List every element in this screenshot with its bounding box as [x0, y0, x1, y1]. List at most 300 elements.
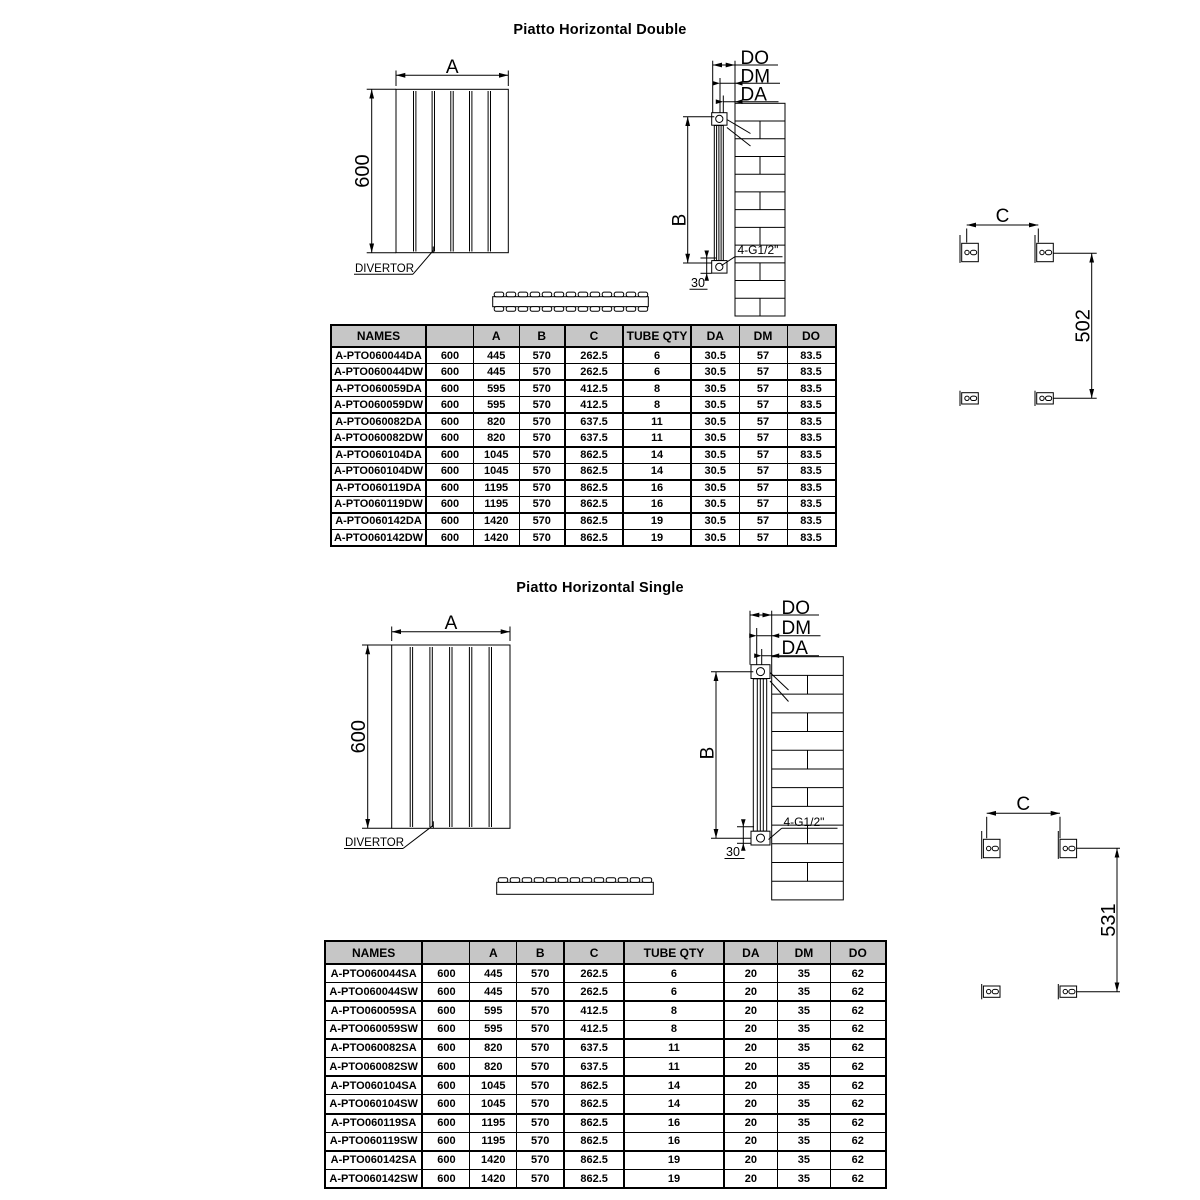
- table-cell: 83.5: [787, 397, 836, 414]
- table-row: [325, 964, 886, 983]
- table-cell: 600: [422, 1020, 470, 1039]
- table-cell: 570: [517, 1020, 565, 1039]
- wall-bracket: [982, 831, 1000, 859]
- table-cell: 412.5: [565, 380, 623, 397]
- table-cell: A-PTO060119DW: [331, 496, 426, 513]
- table-cell: 14: [624, 1076, 724, 1095]
- table-cell: 1195: [474, 480, 520, 497]
- table-cell: 600: [426, 397, 474, 414]
- table-cell: 570: [519, 513, 565, 530]
- table-cell: 570: [517, 1114, 565, 1133]
- table-cell: 30.5: [691, 430, 739, 447]
- table-cell: 570: [519, 463, 565, 480]
- table-cell: A-PTO060044DA: [331, 347, 426, 364]
- double-bracket-layout: [960, 206, 1097, 406]
- dim-label-dm-single: DM: [781, 618, 812, 639]
- wall-bracket: [1058, 831, 1076, 859]
- dim-label-30-double: 30: [691, 275, 705, 290]
- table-cell: 62: [831, 1057, 886, 1076]
- table-cell: 1420: [470, 1170, 517, 1189]
- table-cell: 600: [426, 496, 474, 513]
- brick-pattern: [735, 121, 785, 316]
- table-row: [331, 463, 836, 480]
- table-cell: 637.5: [564, 1039, 624, 1058]
- table-cell: 20: [724, 1020, 777, 1039]
- table-cell: 862.5: [565, 480, 623, 497]
- table-row: [331, 480, 836, 497]
- table-cell: A-PTO060142SW: [325, 1170, 422, 1189]
- table-cell: 570: [517, 1132, 565, 1151]
- table-cell: 570: [519, 347, 565, 364]
- column-header: DO: [787, 325, 836, 347]
- table-cell: 1195: [470, 1114, 517, 1133]
- table-cell: 30.5: [691, 364, 739, 381]
- table-cell: 570: [517, 1170, 565, 1189]
- table-cell: 57: [739, 447, 787, 464]
- table-cell: 637.5: [565, 430, 623, 447]
- double-front-view: [352, 57, 508, 275]
- table-cell: 30.5: [691, 496, 739, 513]
- wall-bracket: [1058, 984, 1076, 999]
- wall-bracket: [960, 235, 978, 263]
- table-cell: 600: [422, 1076, 470, 1095]
- table-cell: 20: [724, 1095, 777, 1114]
- table-cell: A-PTO060044SW: [325, 983, 422, 1002]
- single-bracket-layout: [982, 794, 1120, 999]
- table-cell: 62: [831, 1095, 886, 1114]
- header-row: [331, 325, 836, 347]
- dim-label-b-single: B: [697, 746, 719, 760]
- table-cell: 600: [426, 480, 474, 497]
- table-cell: 600: [426, 447, 474, 464]
- dim-label-dm-double: DM: [740, 66, 771, 88]
- table-cell: 262.5: [565, 364, 623, 381]
- divertor-label-double: DIVERTOR: [355, 262, 415, 275]
- table-row: [331, 530, 836, 547]
- table-cell: 16: [623, 496, 691, 513]
- table-cell: 570: [519, 447, 565, 464]
- table-cell: A-PTO060142DA: [331, 513, 426, 530]
- single-side-view: [698, 598, 844, 900]
- table-cell: 20: [724, 964, 777, 983]
- table-cell: 83.5: [787, 413, 836, 430]
- table-cell: 20: [724, 1039, 777, 1058]
- table-cell: A-PTO060119SA: [325, 1114, 422, 1133]
- table-cell: 35: [777, 983, 830, 1002]
- table-cell: 6: [624, 964, 724, 983]
- table-cell: A-PTO060104DW: [331, 463, 426, 480]
- table-row: [331, 413, 836, 430]
- table-cell: 83.5: [787, 530, 836, 547]
- table-cell: 600: [426, 530, 474, 547]
- table-cell: 8: [623, 380, 691, 397]
- column-header: DM: [777, 941, 830, 964]
- table-cell: 35: [777, 1170, 830, 1189]
- table-cell: 20: [724, 983, 777, 1002]
- table-cell: 862.5: [565, 530, 623, 547]
- table-row: [331, 447, 836, 464]
- dim-label-bracket-height-double: 502: [1072, 309, 1095, 343]
- table-cell: 35: [777, 1001, 830, 1020]
- table-cell: 35: [777, 1151, 830, 1170]
- table-cell: 445: [470, 964, 517, 983]
- table-cell: 57: [739, 364, 787, 381]
- table-cell: 1420: [474, 530, 520, 547]
- table-cell: 62: [831, 1076, 886, 1095]
- double-spec-table: [330, 324, 837, 547]
- table-cell: 83.5: [787, 480, 836, 497]
- column-header: [422, 941, 470, 964]
- table-cell: 570: [517, 1057, 565, 1076]
- table-cell: 57: [739, 496, 787, 513]
- table-cell: 62: [831, 1132, 886, 1151]
- table-row: [325, 1170, 886, 1189]
- column-header: DA: [724, 941, 777, 964]
- table-cell: 820: [474, 430, 520, 447]
- table-cell: 83.5: [787, 447, 836, 464]
- table-cell: A-PTO060119DA: [331, 480, 426, 497]
- table-cell: 600: [422, 1132, 470, 1151]
- wall-bracket: [1035, 235, 1053, 263]
- table-cell: 57: [739, 347, 787, 364]
- table-cell: 570: [519, 397, 565, 414]
- table-cell: 600: [422, 1095, 470, 1114]
- table-cell: 16: [624, 1132, 724, 1151]
- table-cell: 19: [623, 530, 691, 547]
- header-row: [325, 941, 886, 964]
- table-cell: 862.5: [565, 513, 623, 530]
- table-cell: 600: [422, 1039, 470, 1058]
- table-cell: 83.5: [787, 364, 836, 381]
- table-cell: 412.5: [565, 397, 623, 414]
- table-cell: 1195: [474, 496, 520, 513]
- table-cell: 57: [739, 380, 787, 397]
- tapping-label-double: 4-G1/2": [737, 243, 779, 257]
- table-cell: 820: [470, 1057, 517, 1076]
- table-cell: 62: [831, 1001, 886, 1020]
- table-row: [325, 1076, 886, 1095]
- table-cell: 30.5: [691, 413, 739, 430]
- table-cell: 600: [422, 983, 470, 1002]
- table-cell: 62: [831, 983, 886, 1002]
- table-cell: 600: [426, 513, 474, 530]
- table-cell: 600: [422, 1001, 470, 1020]
- table-cell: 1045: [474, 463, 520, 480]
- table-cell: A-PTO060044SA: [325, 964, 422, 983]
- dim-label-do-double: DO: [740, 48, 769, 69]
- dim-label-30-single: 30: [726, 845, 740, 859]
- table-cell: 35: [777, 1057, 830, 1076]
- table-cell: 600: [426, 430, 474, 447]
- table-cell: 30.5: [691, 513, 739, 530]
- table-cell: 57: [739, 397, 787, 414]
- table-cell: 11: [624, 1039, 724, 1058]
- table-cell: 862.5: [564, 1170, 624, 1189]
- table-cell: A-PTO060142DW: [331, 530, 426, 547]
- table-cell: 83.5: [787, 347, 836, 364]
- table-cell: 600: [426, 347, 474, 364]
- table-cell: A-PTO060059DW: [331, 397, 426, 414]
- table-row: [325, 1132, 886, 1151]
- table-cell: 600: [422, 1170, 470, 1189]
- table-cell: 570: [517, 1076, 565, 1095]
- wall-bracket: [960, 391, 978, 406]
- table-cell: 35: [777, 1132, 830, 1151]
- table-cell: 570: [519, 496, 565, 513]
- table-cell: 570: [517, 983, 565, 1002]
- table-cell: 30.5: [691, 380, 739, 397]
- table-cell: 595: [470, 1001, 517, 1020]
- table-cell: 11: [623, 413, 691, 430]
- table-cell: 16: [623, 480, 691, 497]
- dim-label-b-double: B: [669, 213, 691, 227]
- table-row: [325, 983, 886, 1002]
- table-cell: 57: [739, 413, 787, 430]
- table-cell: 8: [624, 1020, 724, 1039]
- table-cell: 57: [739, 430, 787, 447]
- table-cell: 445: [474, 364, 520, 381]
- table-cell: 570: [519, 364, 565, 381]
- table-cell: A-PTO060044DW: [331, 364, 426, 381]
- table-row: [331, 513, 836, 530]
- column-header: A: [474, 325, 520, 347]
- table-row: [325, 1020, 886, 1039]
- table-cell: A-PTO060082SW: [325, 1057, 422, 1076]
- table-cell: 445: [470, 983, 517, 1002]
- table-row: [331, 496, 836, 513]
- table-cell: 35: [777, 1114, 830, 1133]
- table-cell: 600: [422, 1057, 470, 1076]
- table-cell: 862.5: [565, 447, 623, 464]
- table-row: [331, 347, 836, 364]
- table-cell: 600: [422, 1114, 470, 1133]
- table-cell: 570: [519, 430, 565, 447]
- table-cell: A-PTO060104SW: [325, 1095, 422, 1114]
- table-cell: 445: [474, 347, 520, 364]
- table-cell: 262.5: [564, 983, 624, 1002]
- table-row: [325, 1151, 886, 1170]
- table-cell: 570: [519, 413, 565, 430]
- table-cell: A-PTO060059DA: [331, 380, 426, 397]
- dim-label-width-double: A: [445, 57, 459, 78]
- table-cell: 862.5: [564, 1095, 624, 1114]
- divertor-label-single: DIVERTOR: [345, 837, 405, 849]
- table-cell: 62: [831, 1151, 886, 1170]
- table-cell: 6: [624, 983, 724, 1002]
- table-cell: 6: [623, 364, 691, 381]
- table-cell: 262.5: [565, 347, 623, 364]
- table-cell: 862.5: [564, 1151, 624, 1170]
- panel-slats: [414, 91, 491, 252]
- table-cell: 62: [831, 964, 886, 983]
- table-cell: 35: [777, 1095, 830, 1114]
- table-cell: 35: [777, 964, 830, 983]
- table-cell: A-PTO060059SW: [325, 1020, 422, 1039]
- column-header: B: [517, 941, 565, 964]
- table-cell: 14: [623, 447, 691, 464]
- table-cell: 83.5: [787, 380, 836, 397]
- single-spec-table: [324, 940, 887, 1189]
- table-cell: A-PTO060059SA: [325, 1001, 422, 1020]
- table-cell: 412.5: [564, 1020, 624, 1039]
- dim-label-height-single: 600: [348, 720, 370, 754]
- table-cell: 820: [470, 1039, 517, 1058]
- table-row: [325, 1095, 886, 1114]
- table-cell: 637.5: [565, 413, 623, 430]
- table-row: [325, 1039, 886, 1058]
- column-header: TUBE QTY: [624, 941, 724, 964]
- table-cell: 20: [724, 1114, 777, 1133]
- table-cell: 8: [624, 1001, 724, 1020]
- table-cell: 570: [519, 480, 565, 497]
- table-cell: 1045: [470, 1076, 517, 1095]
- table-row: [331, 364, 836, 381]
- table-cell: 820: [474, 413, 520, 430]
- table-cell: 35: [777, 1020, 830, 1039]
- table-row: [331, 430, 836, 447]
- table-row: [331, 380, 836, 397]
- table-cell: 600: [426, 364, 474, 381]
- table-cell: 262.5: [564, 964, 624, 983]
- table-cell: 83.5: [787, 463, 836, 480]
- table-cell: 57: [739, 513, 787, 530]
- table-cell: 30.5: [691, 530, 739, 547]
- table-cell: 83.5: [787, 496, 836, 513]
- column-header: DO: [831, 941, 886, 964]
- section-title-single: Piatto Horizontal Single: [516, 580, 684, 596]
- table-cell: 30.5: [691, 463, 739, 480]
- table-cell: 412.5: [564, 1001, 624, 1020]
- table-cell: 862.5: [564, 1076, 624, 1095]
- table-cell: 62: [831, 1114, 886, 1133]
- table-cell: A-PTO060104DA: [331, 447, 426, 464]
- table-cell: 862.5: [564, 1114, 624, 1133]
- dim-label-do-single: DO: [781, 598, 810, 619]
- table-cell: 1195: [470, 1132, 517, 1151]
- table-cell: 595: [474, 380, 520, 397]
- table-cell: 20: [724, 1057, 777, 1076]
- brick-pattern: [772, 675, 844, 881]
- column-header: NAMES: [325, 941, 422, 964]
- double-side-view: [669, 48, 785, 316]
- table-cell: 570: [519, 530, 565, 547]
- table-row: [325, 1114, 886, 1133]
- column-header: TUBE QTY: [623, 325, 691, 347]
- table-cell: A-PTO060119SW: [325, 1132, 422, 1151]
- table-cell: 20: [724, 1151, 777, 1170]
- table-cell: A-PTO060082DW: [331, 430, 426, 447]
- table-cell: 20: [724, 1132, 777, 1151]
- table-cell: 1045: [474, 447, 520, 464]
- wall-bracket: [982, 984, 1000, 999]
- table-cell: 83.5: [787, 513, 836, 530]
- column-header: C: [564, 941, 624, 964]
- table-cell: 570: [519, 380, 565, 397]
- table-cell: 862.5: [565, 496, 623, 513]
- table-cell: 62: [831, 1170, 886, 1189]
- section-title-double: Piatto Horizontal Double: [513, 22, 687, 38]
- dim-label-c-single: C: [1016, 794, 1031, 816]
- table-cell: 600: [422, 1151, 470, 1170]
- table-row: [325, 1001, 886, 1020]
- table-row: [325, 1057, 886, 1076]
- column-header: B: [519, 325, 565, 347]
- table-cell: 30.5: [691, 347, 739, 364]
- column-header: C: [565, 325, 623, 347]
- tapping-label-single: 4-G1/2": [783, 815, 825, 829]
- table-cell: 595: [474, 397, 520, 414]
- column-header: NAMES: [331, 325, 426, 347]
- table-cell: 16: [624, 1114, 724, 1133]
- panel-slats: [410, 647, 491, 827]
- table-cell: A-PTO060082SA: [325, 1039, 422, 1058]
- table-cell: 20: [724, 1076, 777, 1095]
- wall-bracket: [1035, 391, 1053, 406]
- table-cell: 57: [739, 480, 787, 497]
- table-cell: 862.5: [565, 463, 623, 480]
- table-cell: 19: [624, 1170, 724, 1189]
- table-cell: 862.5: [564, 1132, 624, 1151]
- table-cell: 35: [777, 1076, 830, 1095]
- table-cell: A-PTO060142SA: [325, 1151, 422, 1170]
- table-cell: 11: [623, 430, 691, 447]
- table-cell: 570: [517, 1151, 565, 1170]
- table-cell: 57: [739, 530, 787, 547]
- table-cell: 30.5: [691, 397, 739, 414]
- table-cell: 570: [517, 1001, 565, 1020]
- table-cell: 8: [623, 397, 691, 414]
- dim-label-height-double: 600: [352, 154, 374, 188]
- table-cell: 14: [624, 1095, 724, 1114]
- table-cell: 600: [422, 964, 470, 983]
- table-cell: 83.5: [787, 430, 836, 447]
- table-cell: 30.5: [691, 447, 739, 464]
- table-cell: 600: [426, 413, 474, 430]
- table-cell: 1045: [470, 1095, 517, 1114]
- table-cell: A-PTO060104SA: [325, 1076, 422, 1095]
- table-cell: 62: [831, 1020, 886, 1039]
- dim-label-width-single: A: [444, 613, 458, 635]
- table-cell: 14: [623, 463, 691, 480]
- table-cell: 6: [623, 347, 691, 364]
- table-cell: 35: [777, 1039, 830, 1058]
- table-cell: 20: [724, 1001, 777, 1020]
- table-cell: 19: [623, 513, 691, 530]
- single-cross-section: [497, 878, 654, 895]
- column-header: A: [470, 941, 517, 964]
- table-cell: 600: [426, 380, 474, 397]
- table-cell: 570: [517, 964, 565, 983]
- table-cell: 637.5: [564, 1057, 624, 1076]
- table-row: [331, 397, 836, 414]
- dim-label-c-double: C: [995, 205, 1010, 227]
- column-header: [426, 325, 474, 347]
- column-header: DA: [691, 325, 739, 347]
- table-cell: 1420: [474, 513, 520, 530]
- table-cell: 57: [739, 463, 787, 480]
- table-cell: 19: [624, 1151, 724, 1170]
- table-cell: 1420: [470, 1151, 517, 1170]
- table-cell: 570: [517, 1039, 565, 1058]
- column-header: DM: [739, 325, 787, 347]
- dim-label-bracket-height-single: 531: [1098, 903, 1120, 937]
- table-cell: 570: [517, 1095, 565, 1114]
- table-cell: 62: [831, 1039, 886, 1058]
- single-front-view: [344, 613, 510, 849]
- table-cell: 595: [470, 1020, 517, 1039]
- double-cross-section: [493, 292, 649, 311]
- table-cell: 11: [624, 1057, 724, 1076]
